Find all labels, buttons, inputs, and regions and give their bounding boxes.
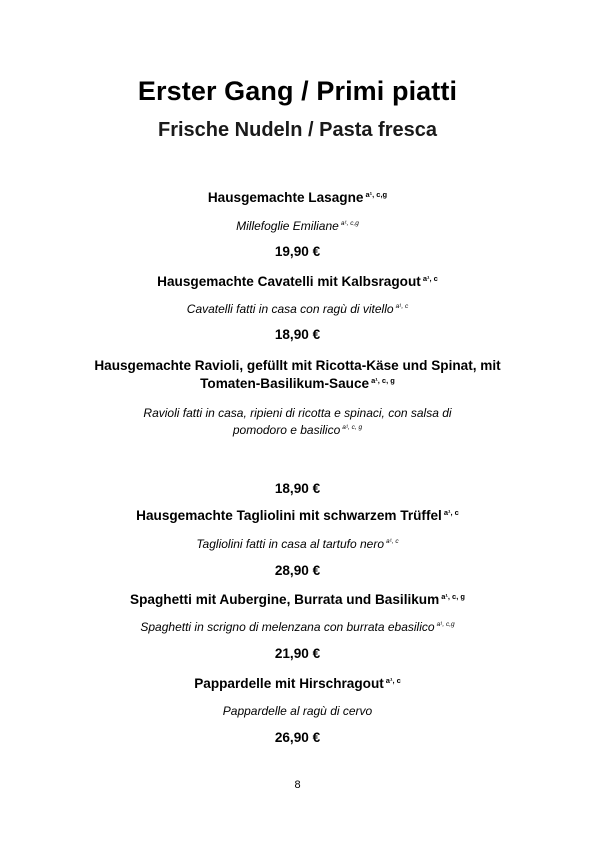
allergen-codes: a¹, c <box>395 303 409 310</box>
allergen-codes: a¹, c <box>385 676 401 685</box>
allergen-codes: a¹, c <box>386 538 399 545</box>
allergen-codes: a¹, c, g <box>342 424 363 431</box>
page-subtitle: Frische Nudeln / Pasta fresca <box>157 119 437 141</box>
allergen-codes: a¹, c <box>422 274 438 283</box>
dish-name: Spaghetti mit Aubergine, Burrata und Basilikum $^{a^1, c, g}$ <box>130 592 465 607</box>
dish-price: 28,90 € <box>274 563 321 578</box>
dish-price: 18,90 € <box>274 481 321 496</box>
dish-name: Hausgemachte Tagliolini mit schwarzem Trüffel $^{a^1, c}$ <box>136 508 459 523</box>
allergen-codes: a¹, c <box>443 508 459 517</box>
allergen-codes: a¹, c,g <box>340 220 359 227</box>
dish-name: Hausgemachte Lasagne $^{a^1, c,g}$ <box>207 190 388 205</box>
dish-description: Spaghetti in scrigno di melenzana con burrata ebasilico $^{a^1, c,g}$ <box>140 620 455 634</box>
dish-description: Pappardelle al ragù di cervo <box>222 704 373 718</box>
dish-price: 18,90 € <box>274 327 321 342</box>
allergen-codes: a¹, c, g <box>441 592 465 601</box>
dish-description: Ravioli fatti in casa, ripieni di ricotta e spinaci, con salsa di pomodoro e basilico $^{a^1, c, g}$ <box>143 406 452 437</box>
allergen-codes: a¹, c,g <box>436 621 455 628</box>
dish-name: Pappardelle mit Hirschragout $^{a^1, c}$ <box>194 676 401 691</box>
dish-description: Cavatelli fatti in casa con ragù di vitello $^{a^1, c}$ <box>186 302 409 316</box>
dish-price: 26,90 € <box>274 730 321 745</box>
dish-name: Hausgemachte Ravioli, gefüllt mit Ricotta-Käse und Spinat, mit Tomaten-Basilikum-Sauce $^{a^1, c, g}$ <box>94 358 501 391</box>
allergen-codes: a¹, c,g <box>365 190 388 199</box>
dish-description: Millefoglie Emiliane $^{a^1, c,g}$ <box>236 219 359 233</box>
allergen-codes: a¹, c, g <box>371 376 395 385</box>
dish-price: 21,90 € <box>274 646 321 661</box>
page-title: Erster Gang / Primi piatti <box>137 76 458 106</box>
page-number: 8 <box>294 779 301 791</box>
dish-name: Hausgemachte Cavatelli mit Kalbsragout $^{a^1, c}$ <box>157 274 438 289</box>
dish-price: 19,90 € <box>274 244 321 259</box>
dish-description: Tagliolini fatti in casa al tartufo nero $^{a^1, c}$ <box>196 537 399 551</box>
